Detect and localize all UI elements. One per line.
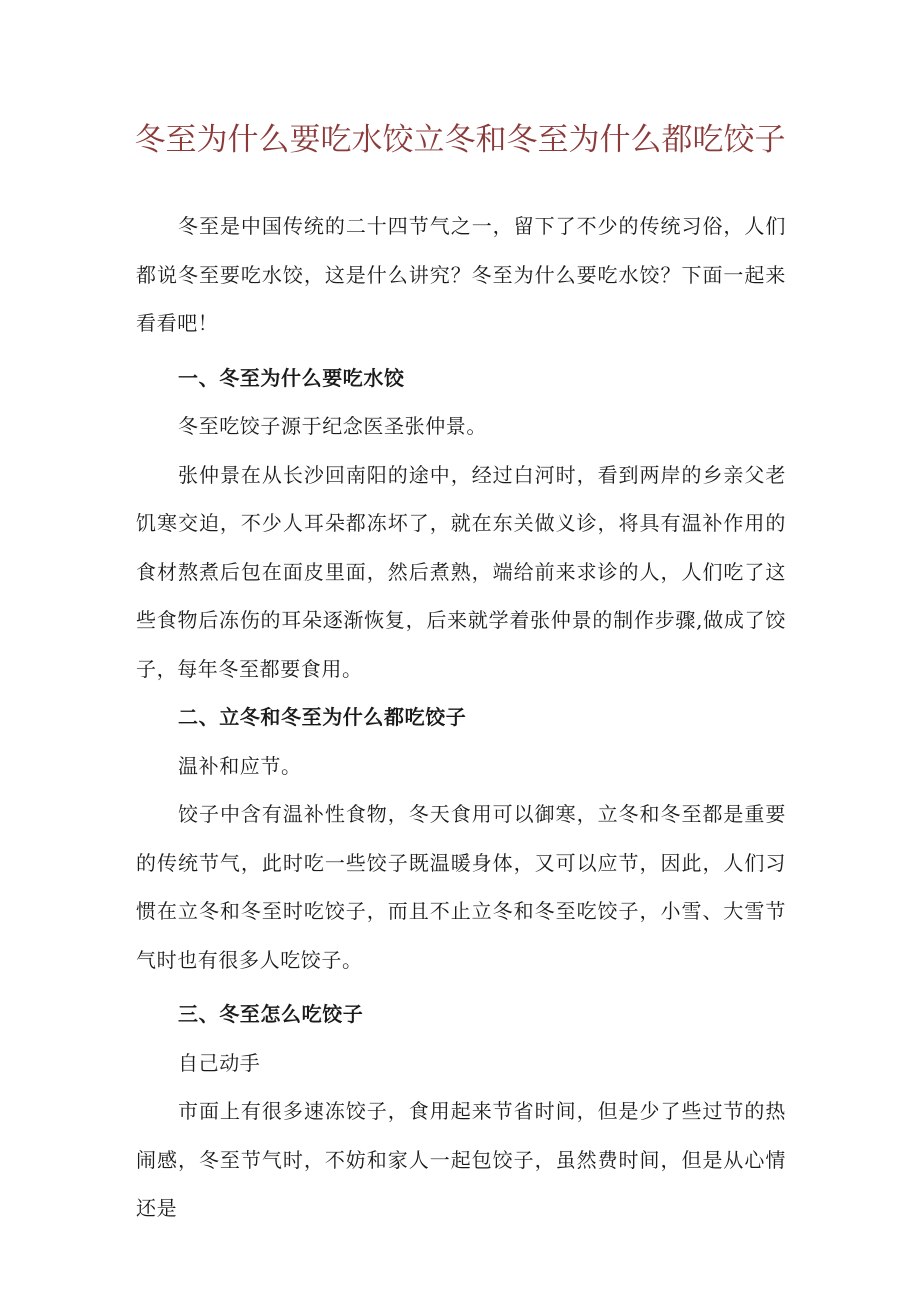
section-body-1: 张仲景在从长沙回南阳的途中，经过白河时，看到两岸的乡亲父老饥寒交迫，不少人耳朵都冻坏了，就在东关做义诊，将具有温补作用的食材熬煮后包在面皮里面，然后煮熟，端给前来求诊的人，人们吃了这些食物后冻伤的耳朵逐渐恢复，后来就学着张仲景的制作步骤,做成了饺子，每年冬至都要食用。 — [136, 462, 786, 681]
section-heading-3: 三、冬至怎么吃饺子 — [178, 1002, 364, 1026]
document-body — [136, 202, 786, 1233]
section-body-3: 市面上有很多速冻饺子，食用起来节省时间，但是少了些过节的热闹感，冬至节气时，不妨和家人一起包饺子，虽然费时间，但是从心情还是 — [136, 1099, 786, 1220]
section-heading-2: 二、立冬和冬至为什么都吃饺子 — [178, 705, 467, 729]
section-summary-3: 自己动手 — [178, 1050, 261, 1075]
intro-paragraph: 冬至是中国传统的二十四节气之一，留下了不少的传统习俗，人们都说冬至要吃水饺，这是什么讲究？冬至为什么要吃水饺？下面一起来看看吧！ — [136, 214, 786, 335]
section-body-2: 饺子中含有温补性食物，冬天食用可以御寒，立冬和冬至都是重要的传统节气，此时吃一些饺子既温暖身体，又可以应节，因此，人们习惯在立冬和冬至时吃饺子，而且不止立冬和冬至吃饺子，小雪、大雪节气时也有很多人吃饺子。 — [136, 802, 786, 972]
document-title: 冬至为什么要吃水饺立冬和冬至为什么都吃饺子 — [134, 122, 786, 158]
section-summary-1: 冬至吃饺子源于纪念医圣张仲景。 — [178, 414, 487, 438]
section-heading-1: 一、冬至为什么要吃水饺 — [178, 365, 405, 390]
section-summary-2: 温补和应节。 — [178, 753, 302, 778]
